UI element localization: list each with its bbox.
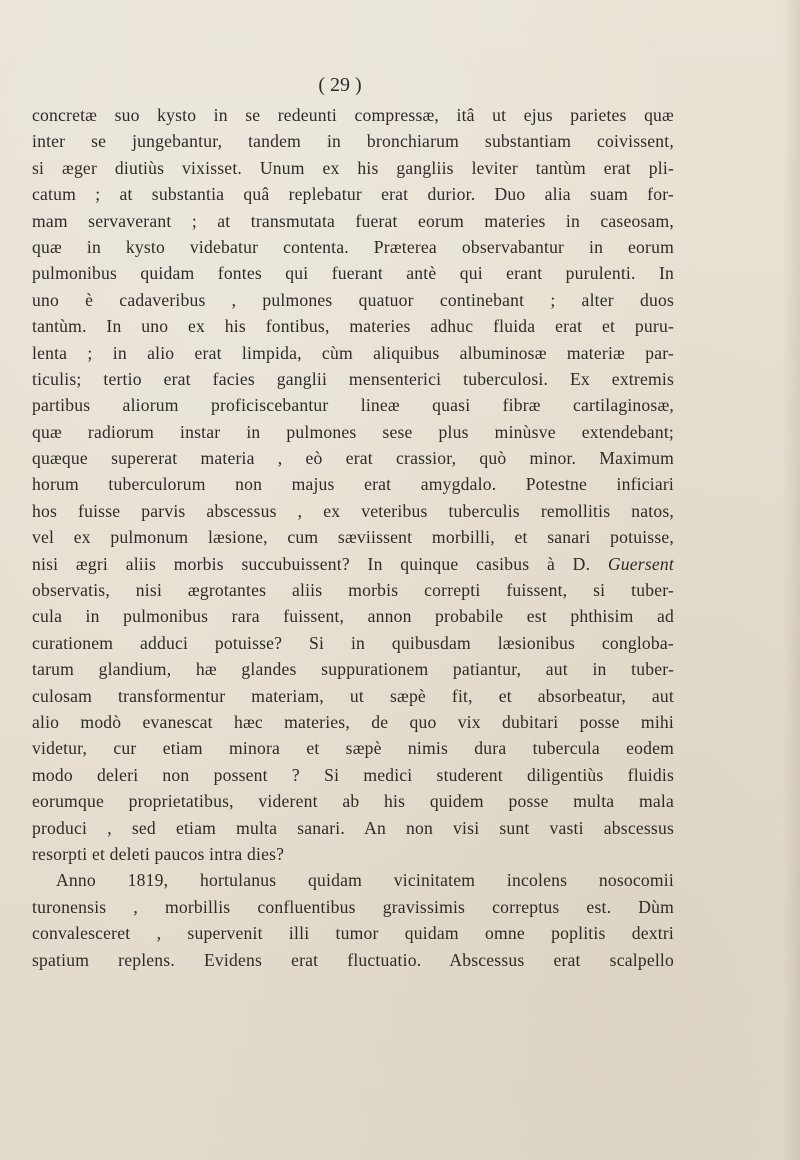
- text-line: catum ; at substantia quâ replebatur erat durior. Duo alia suam for-: [32, 184, 674, 205]
- page-edge-shadow: [782, 0, 800, 1160]
- text-line: culosam transformentur materiam, ut sæpè fit, et absorbeatur, aut: [32, 685, 674, 706]
- text-line: horum tuberculorum non majus erat amygdalo. Potestne inficiari: [32, 474, 674, 495]
- paragraph-end-line: resorpti et deleti paucos intra dies?: [32, 843, 285, 864]
- text-line: quæ in kysto videbatur contenta. Præterea observabantur in eorum: [32, 236, 674, 257]
- body-text: [32, 102, 674, 973]
- text-line: pulmonibus quidam fontes qui fuerant antè qui erant purulenti. In: [32, 263, 674, 284]
- text-line: observatis, nisi ægrotantes aliis morbis correpti fuissent, si tuber-: [32, 580, 674, 601]
- text-line: curationem adduci potuisse? Si in quibusdam læsionibus congloba-: [32, 632, 674, 653]
- text-line: ticulis; tertio erat facies ganglii mensenterici tuberculosi. Ex extremis: [32, 368, 674, 389]
- text-line-with-name: [32, 551, 674, 577]
- text-line: tarum glandium, hæ glandes suppurationem patiantur, aut in tuber-: [32, 659, 674, 680]
- text-line-part: nisi ægri aliis morbis succubuissent? In quinque casibus à D.: [32, 553, 591, 574]
- text-line: concretæ suo kysto in se redeunti compressæ, itâ ut ejus parietes quæ: [32, 105, 674, 125]
- text-line: hos fuisse parvis abscessus , ex veteribus tuberculis remollitis natos,: [32, 500, 674, 521]
- page-number: ( 29 ): [318, 74, 362, 96]
- text-line: eorumque proprietatibus, viderent ab his quidem posse multa mala: [32, 791, 674, 812]
- text-line: convalesceret , supervenit illi tumor quidam omne poplitis dextri: [32, 923, 674, 944]
- text-line: mam servaverant ; at transmutata fuerat eorum materies in caseosam,: [32, 210, 674, 231]
- text-line: quæque supererat materia , eò erat crassior, quò minor. Maximum: [32, 448, 674, 469]
- text-line: quæ radiorum instar in pulmones sese plus minùsve extendebant;: [32, 421, 674, 442]
- text-line: spatium replens. Evidens erat fluctuatio. Abscessus erat scalpello: [32, 949, 674, 970]
- text-line: turonensis , morbillis confluentibus gravissimis correptus est. Dùm: [32, 896, 674, 917]
- text-line: cula in pulmonibus rara fuissent, annon probabile est phthisim ad: [32, 606, 674, 627]
- text-line: si æger diutiùs vixisset. Unum ex his gangliis leviter tantùm erat pli-: [32, 157, 674, 178]
- author-name: Guersent: [607, 553, 674, 574]
- text-line: alio modò evanescat hæc materies, de quo vix dubitari posse mihi: [32, 711, 674, 732]
- text-line: partibus aliorum proficiscebantur lineæ quasi fibræ cartilaginosæ,: [32, 395, 674, 416]
- text-line: videtur, cur etiam minora et sæpè nimis dura tubercula eodem: [32, 738, 674, 759]
- text-line: inter se jungebantur, tandem in bronchiarum substantiam coivissent,: [32, 131, 674, 152]
- text-line: produci , sed etiam multa sanari. An non visi sunt vasti abscessus: [32, 817, 674, 838]
- paragraph-start-line: Anno 1819, hortulanus quidam vicinitatem incolens nosocomii: [56, 870, 674, 891]
- text-line: tantùm. In uno ex his fontibus, materies adhuc fluida erat et puru-: [32, 316, 674, 337]
- text-line: modo deleri non possent ? Si medici studerent diligentiùs fluidis: [32, 764, 674, 785]
- text-line: uno è cadaveribus , pulmones quatuor continebant ; alter duos: [32, 289, 674, 310]
- text-line: lenta ; in alio erat limpida, cùm aliquibus albuminosæ materiæ par-: [32, 342, 674, 363]
- text-line: vel ex pulmonum læsione, cum sæviissent morbilli, et sanari potuisse,: [32, 527, 674, 548]
